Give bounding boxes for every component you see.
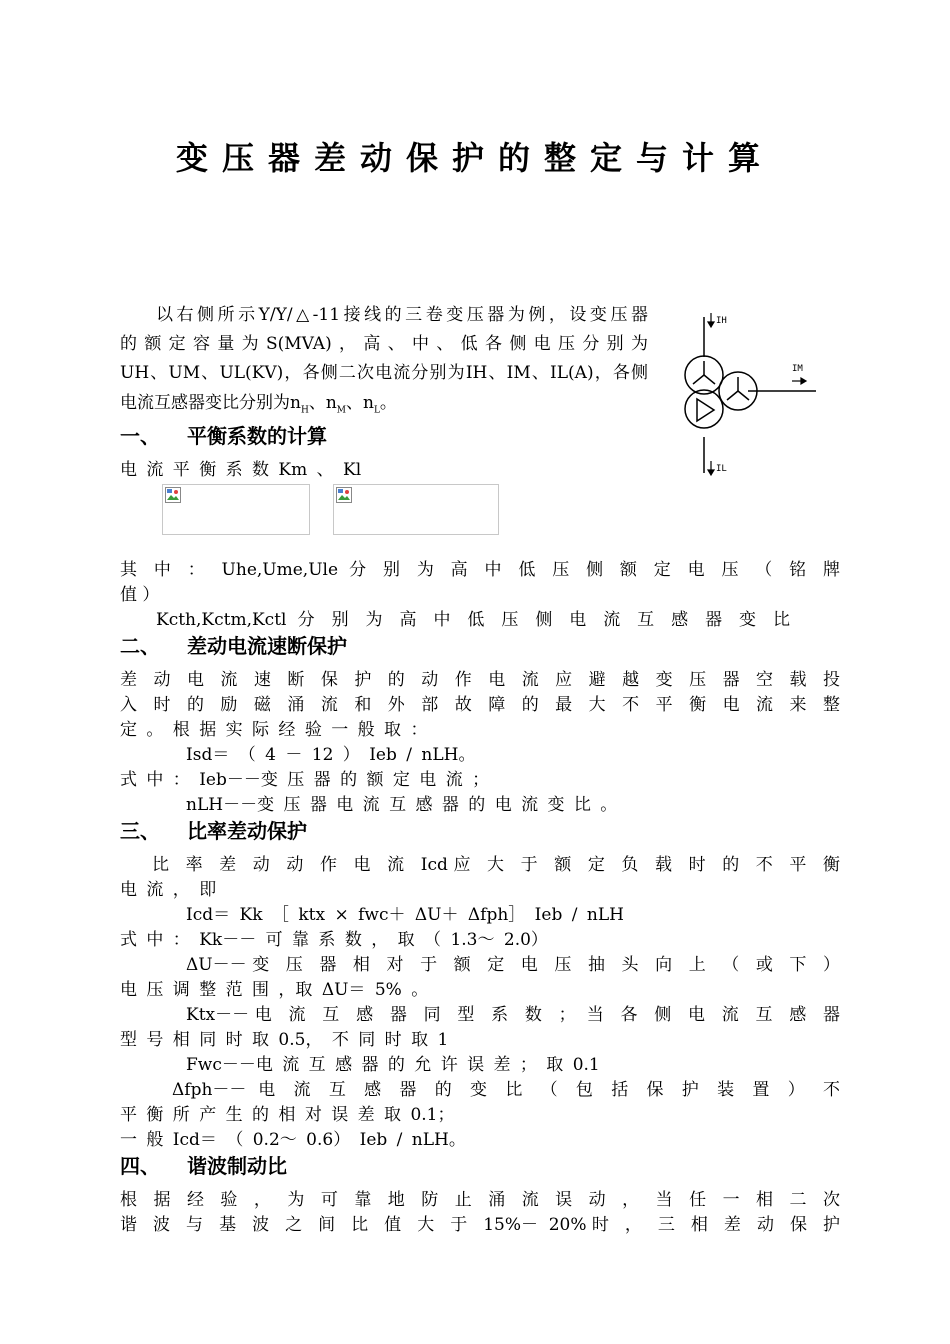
intro-line-3: UH、UM、UL(KV)，各侧二次电流分别为IH、IM、IL(A)，各侧: [120, 363, 648, 383]
low-winding-circle: [685, 390, 723, 428]
s3-line-2: 电 流 ， 即: [120, 880, 217, 900]
broken-image-icon: [165, 487, 181, 503]
s3-line-10: Δfph－－ 电 流 互 感 器 的 变 比 （ 包 括 保 护 装 置 ） 不: [172, 1080, 840, 1100]
section-1-heading: 一、 平衡系数的计算: [120, 424, 327, 448]
s3-line-11: 平 衡 所 产 生 的 相 对 误 差 取 0.1；: [120, 1105, 455, 1125]
intro-line-2: 的额定容量为S(MVA)，高、中、低各侧电压分别为: [120, 334, 648, 354]
s1-line-1: 电 流 平 衡 系 数 Km 、 Kl: [120, 460, 362, 480]
s2-line-6: nLH－－变 压 器 电 流 互 感 器 的 电 流 变 比 。: [186, 795, 618, 815]
page-title: 变压器差动保护的整定与计算: [175, 139, 774, 177]
s3-line-12: 一 般 Icd＝ （ 0.2～ 0.6） Ieb / nLH。: [120, 1130, 466, 1150]
intro-line-4: 电流互感器变比分别为$n_H$、$n_M$、$n_L$。: [120, 393, 397, 416]
section-2-heading: 二、 差动电流速断保护: [120, 634, 347, 658]
broken-image-icon: [336, 487, 352, 503]
s1-line-4: Kcth,Kctm,Kctl 分 别 为 高 中 低 压 侧 电 流 互 感 器 变 比: [156, 610, 790, 630]
s1-line-3: 值 ）: [120, 585, 160, 605]
arrow-down-icon: [708, 470, 714, 475]
s3-line-4: 式 中 ： Kk－－ 可 靠 系 数 ， 取 （ 1.3～ 2.0）: [120, 930, 548, 950]
s2-line-4: Isd＝ （ 4 － 12 ） Ieb / nLH。: [186, 745, 476, 765]
intro-line-1: 以右侧所示Y/Y/△-11接线的三卷变压器为例，设变压器: [156, 305, 648, 325]
s3-line-7: Ktx－－电 流 互 感 器 同 型 系 数 ； 当 各 侧 电 流 互 感 器: [186, 1005, 840, 1025]
s4-line-2: 谐 波 与 基 波 之 间 比 值 大 于 15%－ 20%时 ， 三 相 差 动 保 护: [120, 1215, 840, 1235]
s1-line-2: 其 中 ： Uhe,Ume,Ule 分 别 为 高 中 低 压 侧 额 定 电 压 （ 铭 牌: [120, 560, 840, 580]
s3-line-5: ΔU－－变 压 器 相 对 于 额 定 电 压 抽 头 向 上 （ 或 下 ）: [186, 955, 840, 975]
s3-line-6: 电 压 调 整 范 围 ，取 ΔU＝ 5% 。: [120, 980, 429, 1000]
s3-line-8: 型 号 相 同 时 取 0.5， 不 同 时 取 1: [120, 1030, 449, 1050]
label-il: IL: [716, 464, 727, 474]
label-ih: IH: [716, 316, 727, 326]
arrow-right-icon: [801, 378, 806, 384]
section-4-heading: 四、 谐波制动比: [120, 1154, 287, 1178]
s3-line-9: Fwc－－电 流 互 感 器 的 允 许 误 差 ； 取 0.1: [186, 1055, 600, 1075]
arrow-down-icon: [708, 322, 714, 327]
s2-line-1: 差 动 电 流 速 断 保 护 的 动 作 电 流 应 避 越 变 压 器 空 载 投: [120, 670, 840, 690]
s2-line-2: 入 时 的 励 磁 涌 流 和 外 部 故 障 的 最 大 不 平 衡 电 流 来 整: [120, 695, 840, 715]
s3-line-1: 比 率 差 动 动 作 电 流 Icd应 大 于 额 定 负 载 时 的 不 平 衡: [152, 855, 840, 875]
section-3-heading: 三、 比率差动保护: [120, 819, 307, 843]
label-im: IM: [792, 364, 803, 374]
s2-line-5: 式 中 ： Ieb－－变 压 器 的 额 定 电 流 ；: [120, 770, 490, 790]
formula-image-kl: [333, 484, 499, 535]
s4-line-1: 根 据 经 验 ， 为 可 靠 地 防 止 涌 流 误 动 ， 当 任 一 相 二 次: [120, 1190, 840, 1210]
s3-line-3: Icd＝ Kk ［ ktx × fwc＋ ΔU＋ Δfph］ Ieb / nLH: [186, 905, 624, 925]
formula-image-km: [162, 484, 310, 535]
transformer-diagram: [670, 305, 830, 480]
s2-line-3: 定 。 根 据 实 际 经 验 一 般 取 ：: [120, 720, 428, 740]
